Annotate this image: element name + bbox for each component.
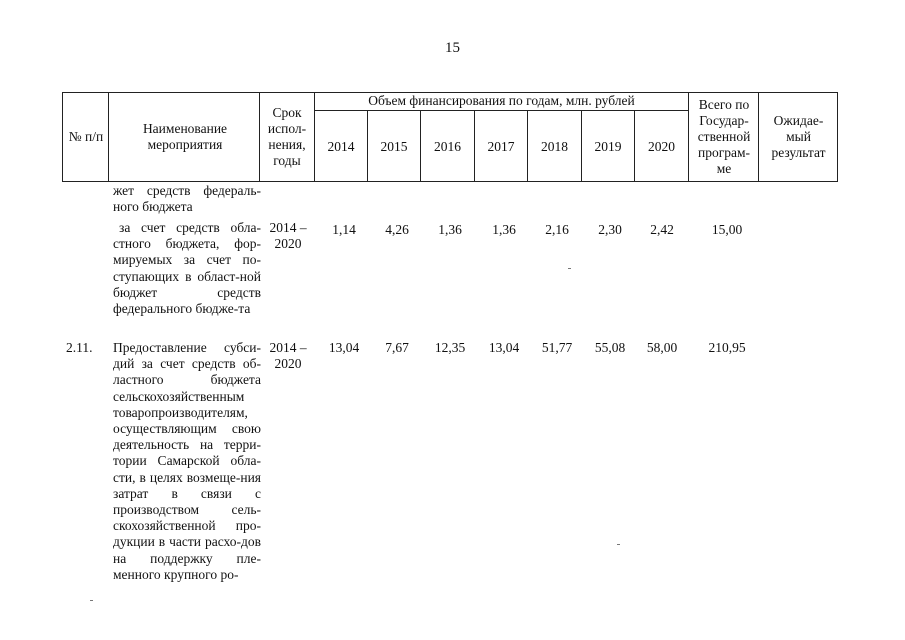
row-2-value-2019: 55,08 <box>594 340 626 355</box>
year-header-2020: 2020 <box>648 138 675 154</box>
row-2-value-2018: 51,77 <box>541 340 573 355</box>
row-2-value-2014: 13,04 <box>328 340 360 355</box>
col-no-header: № п/п <box>68 129 104 144</box>
row-1-value-2018: 2,16 <box>545 222 569 237</box>
scan-speck <box>617 544 620 545</box>
year-header-2016: 2016 <box>434 138 461 154</box>
row-2-name: Предоставление субси-дий за счет средств об-ластного бюджета сельскохозяйственным товаропроизводителям, осуществляющим свою деятельность на терри-тории Самарской обла-сти, в целях возмеще-ния затрат в связи с производством сель-скохозяйственной про-дукции в части расхо-дов на поддержку пле-менного крупного ро- <box>113 340 261 582</box>
row-2-number: 2.11. <box>66 340 93 355</box>
year-header-2017: 2017 <box>487 138 515 154</box>
row-1-value-2017: 1,36 <box>492 222 516 237</box>
year-header-2018: 2018 <box>541 138 568 154</box>
col-volume-header: Объем финансирования по годам, млн. рублей <box>368 93 635 108</box>
row-2-value-2017: 13,04 <box>488 340 520 355</box>
row-1-total: 15,00 <box>711 222 743 237</box>
row-2-term: 2014 – 2020 <box>269 340 307 372</box>
col-total-header: Всего по Государ-ственной програм-ме <box>697 97 751 176</box>
col-name-header: Наименование мероприятия <box>142 121 228 152</box>
row-2-value-2020: 58,00 <box>646 340 678 355</box>
scan-speck <box>90 600 93 601</box>
row-1-value-2019: 2,30 <box>598 222 622 237</box>
row-0-name: жет средств федераль-ного бюджета <box>113 183 261 215</box>
year-header-2019: 2019 <box>594 138 622 154</box>
page-number: 15 <box>445 40 460 56</box>
row-1-value-2020: 2,42 <box>650 222 674 237</box>
row-1-term: 2014 – 2020 <box>269 220 307 252</box>
row-1-name: за счет средств обла-стного бюджета, фор-мируемых за счет по-ступающих в област-ной бюджет средств федерального бюдже-та <box>113 220 261 317</box>
year-header-2014: 2014 <box>327 138 355 154</box>
row-2-value-2015: 7,67 <box>385 340 409 355</box>
year-header-2015: 2015 <box>380 138 408 154</box>
row-2-total: 210,95 <box>708 340 746 355</box>
row-1-value-2016: 1,36 <box>438 222 462 237</box>
row-1-value-2015: 4,26 <box>385 222 409 237</box>
table-header <box>62 92 838 182</box>
row-1-value-2014: 1,14 <box>332 222 356 237</box>
col-result-header: Ожидае-мый результат <box>771 113 826 160</box>
scan-speck <box>568 268 571 269</box>
row-2-value-2016: 12,35 <box>434 340 466 355</box>
col-term-header: Срок испол-нения, годы <box>267 105 307 168</box>
